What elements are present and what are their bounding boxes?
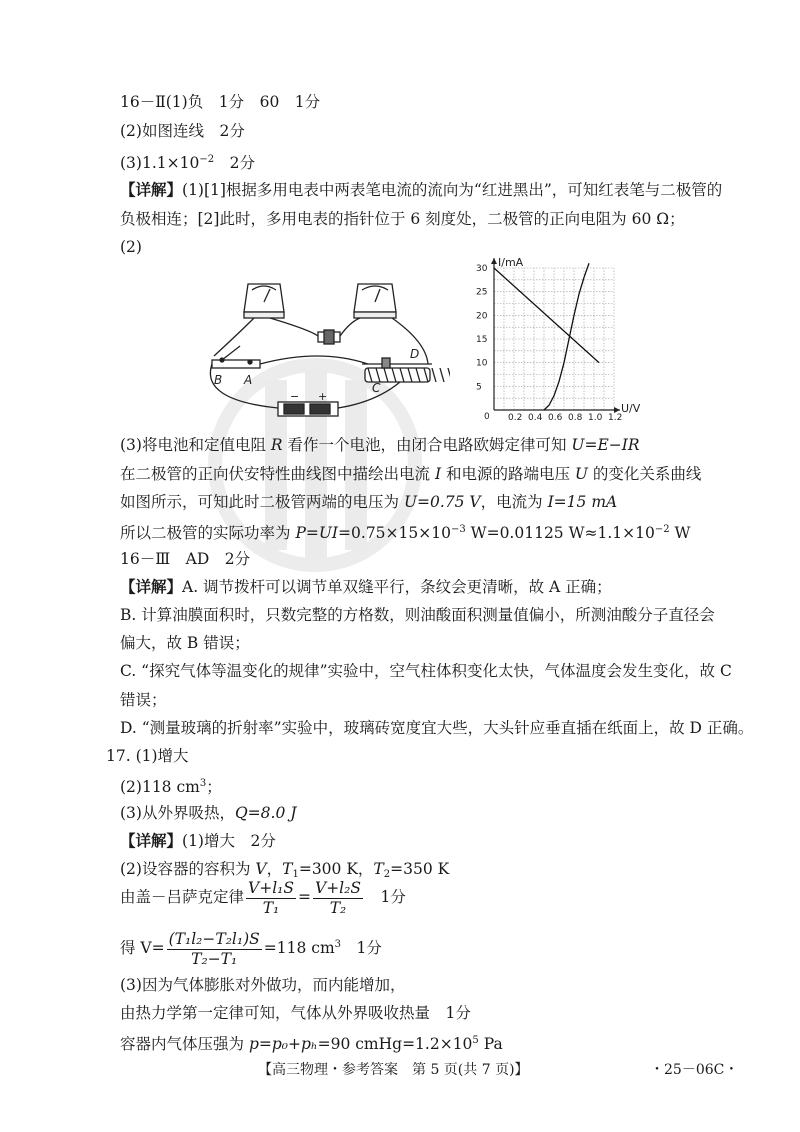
y-tick-label: 25	[476, 287, 488, 298]
explain-16-ii-3-line-3: 如图所示，可知此时二极管两端的电压为 U=0.75 V，电流为 I=15 mA	[120, 493, 618, 511]
y-tick-label: 30	[476, 264, 488, 274]
explain-16-ii-3-line-2: 在二极管的正向伏安特性曲线图中描绘出电流 I 和电源的路端电压 U 的变化关系曲线	[120, 465, 702, 483]
explain-16-iii-c-1: C. “探究气体等温变化的规律”实验中，空气柱体积变化太快，气体温度会发生变化，故 C	[120, 662, 732, 680]
answer-16-ii-1: 16－Ⅱ(1)负 1分 60 1分	[120, 93, 321, 111]
explain-16-ii-line-2: 负极相连；[2]此时，多用电表的指针位于 6 刻度处，二极管的正向电阻为 60 Ω；	[120, 210, 685, 228]
equation-gay-lussac: 由盖－吕萨克定律 $\frac{\text{V+l₁S}}{\text{T₁}}$ = $\frac{\text{V+l₂S}}{\text{T₂}}$ 1分	[120, 878, 406, 917]
explain-17-3-line-2: 由热力学第一定律可知，气体从外界吸收热量 1分	[120, 1004, 471, 1022]
explain-17-3-line-3: 容器内气体压强为 p=p₀+pₕ=90 $cmHg=1.2\times 10^5$ Pa	[120, 1035, 503, 1053]
y-tick-label: 5	[476, 382, 482, 393]
answer-17-1: 17. (1)增大	[106, 747, 189, 765]
x-tick-label: 0.6	[548, 413, 563, 422]
y-tick-label: 10	[476, 358, 488, 369]
answer-17-2: (2)118 $cm^3$；	[120, 778, 222, 796]
answer-16-iii: 16－Ⅲ AD 2分	[120, 550, 251, 568]
origin-label: 0	[484, 412, 490, 422]
ammeter-icon	[354, 284, 396, 318]
multimeter-icon	[244, 284, 284, 318]
battery-icon	[278, 402, 338, 416]
label-d: D	[410, 347, 420, 361]
diode-icon	[318, 330, 340, 344]
explain-16-iii-b-1: B. 计算油膜面积时，只数完整的方格数，则油酸面积测量值偏小，所测油酸分子直径会	[120, 606, 715, 624]
iv-graph	[470, 252, 645, 422]
x-tick-label: 1.0	[588, 413, 603, 422]
diode-curve	[544, 263, 589, 410]
equation-volume-result: 得 V= $\frac{\text{(T₁l₂−T₂l₁)S}}{\text{T₂−T₁}}$ =118 $cm^3$ 1分	[120, 929, 382, 968]
footer-code: ・25－06C・	[650, 1062, 739, 1078]
y-axis-label: I/mA	[498, 256, 524, 269]
x-tick-label: 0.8	[568, 413, 583, 422]
x-tick-label: 0.4	[528, 413, 543, 422]
explain-17-2: (2)设容器的容积为 V，$T_1=300$ K，$T_2=350$ K	[120, 860, 450, 880]
explain-16-iii-a: 【详解】A. 调节拨杆可以调节单双缝平行，条纹会更清晰，故 A 正确；	[120, 577, 612, 596]
switch-icon	[212, 346, 260, 368]
explain-16-ii-3-line-4: 所以二极管的实际功率为 $P=UI=0.75\times 15\times 10^{-3}$ W=0.01125 $W\approx 1.1\times 10^{-2}$ W	[120, 524, 691, 542]
explain-16-iii-d: D. “测量玻璃的折射率”实验中，玻璃砖宽度宜大些，大头针应垂直插在纸面上，故 D 正确。	[120, 719, 754, 737]
explain-16-ii-line-1: 【详解】(1)[1]根据多用电表中两表笔电流的流向为“红进黑出”，可知红表笔与二极管的	[120, 180, 723, 199]
y-tick-label: 20	[476, 311, 488, 322]
label-c: C	[372, 381, 381, 395]
answer-17-3: (3)从外界吸热，Q=8.0 J	[120, 804, 297, 822]
x-tick-label: 1.2	[608, 413, 623, 422]
x-tick-label: 0.2	[508, 413, 523, 422]
explain-17-1: 【详解】(1)增大 2分	[120, 831, 276, 850]
rheostat-icon	[362, 358, 450, 382]
explain-16-ii-3-line-1: (3)将电池和定值电阻 R 看作一个电池，由闭合电路欧姆定律可知 U=E−IR	[120, 436, 640, 454]
label-b: B	[214, 373, 223, 387]
label-a: A	[244, 373, 253, 387]
footer-page-info: 【高三物理・参考答案 第 5 页(共 7 页)】	[258, 1062, 529, 1078]
x-axis-label: U/V	[621, 402, 641, 415]
explain-16-iii-c-2: 错误；	[120, 691, 167, 709]
circuit-figure	[200, 272, 450, 422]
y-tick-label: 15	[476, 335, 488, 345]
battery-minus: −	[290, 390, 300, 403]
explain-16-iii-b-2: 偏大，故 B 错误；	[120, 634, 250, 652]
answer-16-ii-2: (2)如图连线 2分	[120, 122, 245, 140]
explain-16-ii-line-3: (2)	[120, 238, 142, 256]
answer-16-ii-3: $(3)1.1\times 10^{-2}$ 2分	[120, 154, 255, 172]
explain-17-3-line-1: (3)因为气体膨胀对外做功，而内能增加，	[120, 976, 406, 994]
battery-plus: +	[318, 390, 328, 403]
